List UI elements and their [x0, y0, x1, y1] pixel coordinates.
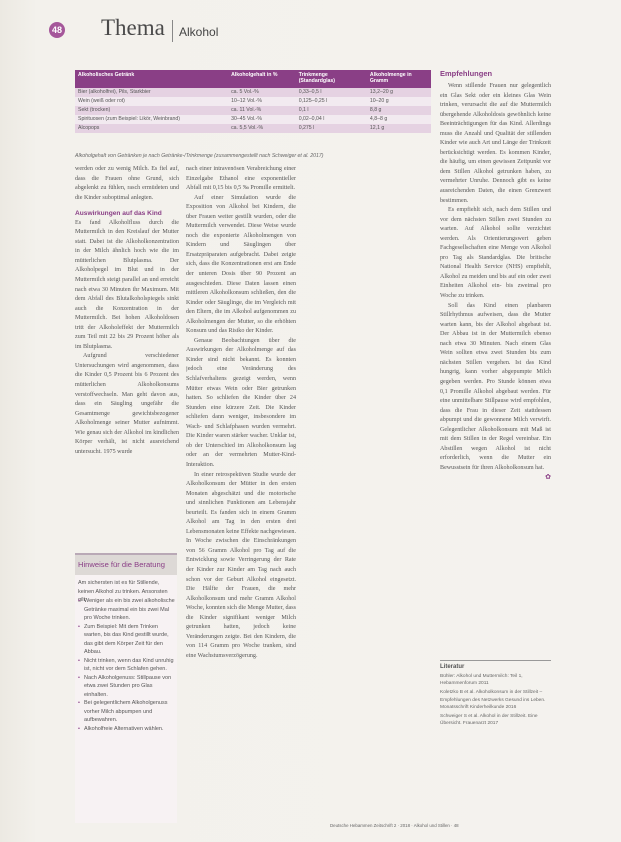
box-title: Hinweise für die Beratung: [78, 560, 165, 569]
article-column-2: [186, 165, 296, 825]
recommendations-heading: Empfehlungen: [440, 69, 493, 78]
table-cell: ca. 5,5 Vol.-%: [228, 124, 296, 133]
list-item: • Nach Alkoholgenuss: Stillpause von etwa zwei Stunden pro Glas einhalten.: [78, 674, 175, 700]
alcohol-content-table: [75, 70, 431, 133]
table-header-cell: Alkoholisches Getränk: [75, 70, 228, 88]
table-cell: 30–45 Vol.-%: [228, 115, 296, 124]
table-header-row: [75, 70, 431, 88]
table-cell: Wein (weiß oder rot): [75, 97, 228, 106]
list-item: • Bei gelegentlichem Alkoholgenuss vorher Milch abpumpen und aufbewahren.: [78, 699, 175, 725]
literature-item: Schweiger S et al. Alkohol in der Stillzeit. Eine Übersicht. Frauenarzt 2017: [440, 714, 538, 727]
consultation-box: [75, 553, 177, 823]
paragraph: Aufgrund verschiedener Untersuchungen wird angenommen, dass die Kinder 0,5 Prozent bis 6 Prozent des mütterlichen Alkoholkonsums verstoffwechseln. Man geht davon aus, dass ein Säugling ungefähr die Gesamtmenge gewichtsbezogener Alkoholmenge seiner Mutter aufnimmt. Wie genau sich der Alkohol im kindlichen Körper verhält, ist nicht ausreichend untersucht. 1975 wurde: [75, 353, 179, 455]
table-cell: 12,1 g: [367, 124, 431, 133]
table-cell: 0,02–0,04 l: [296, 115, 367, 124]
table-cell: 0,33–0,5 l: [296, 88, 367, 97]
table-cell: 4,8–8 g: [367, 115, 431, 124]
list-item: • Alkoholfreie Alternativen wählen.: [78, 725, 175, 734]
table-cell: 0,1 l: [296, 106, 367, 115]
article-column-1: [75, 165, 179, 565]
paragraph: In einer retrospektiven Studie wurde der Alkoholkonsum der Mütter in den ersten Monaten abgeschätzt und die motorische und sinnlichen Funktionen am Lebensjahr beurteilt. Es fanden sich in einem Gramm Alkohol am Tag in den ersten drei Lebensmonaten keine Effekte nachgewiesen. In Woche zwischen die Einschränkungen von 56 Gramm Alkohol pro Tag auf die Entwicklung sowie Verringerung der Rate der Kinder zur Kinder am Tag nach auch schon vor der Geburt Alkohol eingesetzt. Die Hälfte der Frauen, die mehr Alkoholkonsum und mehr Gramm Alkohol Woche, konnten sich die Menge Mutter, dass die Kinder signifikant weniger Milch getrunken hatten, jedoch keine Veränderungen zeigte. Bei den Kindern, die von 114 Gramm pro Woche tranken, sind eine Wachstumsverzögerung.: [186, 471, 296, 659]
paragraph: werden oder zu wenig Milch. Es fiel auf, dass die Frauen ohne Grund, sich abgelenkt zu fühlen, rasch ermüdeten und die Kinder suboptimal anlegten.: [75, 166, 179, 201]
literature-item: Koletzko B et al. Alkoholkonsum in der Stillzeit – Empfehlungen des Netzwerks Gesund ins Leben. Monatsschrift Kinderheilkunde 2016: [440, 690, 546, 710]
table-row: [75, 88, 431, 97]
paragraph: Genaue Beobachtungen über die Auswirkungen der Alkoholmenge auf das Kinder sind nicht bekannt. Es konnten jedoch eine Veränderung des Schlafverhaltens gezeigt werden, wenn Mütter etwas Wein oder Bier getrunken hatten. So schliefen die Kinder über 24 Stunden eine kürzere Zeit. Die Kinder schliefen dann weniger, insbesondere im Wach- und Schlafphasen wurden vermehrt. Die Kinder waren stärker wacher. Unklar ist, ob der Unterschied im Alkoholkonsum lag oder an der vermehrten Mutter-Kind-Interaktion.: [186, 337, 296, 468]
literature-list: [440, 673, 551, 729]
page-number-badge: 48: [49, 22, 65, 38]
table-cell: ca. 5 Vol.-%: [228, 88, 296, 97]
section-title: Thema: [101, 15, 165, 40]
list-item: • Weniger als ein bis zwei alkoholische Getränke maximal ein bis zwei Mal pro Woche trinken.: [78, 597, 175, 623]
table-cell: Spirituosen (zum Beispiel: Likör, Weinbrand): [75, 115, 228, 124]
table-cell: 8,8 g: [367, 106, 431, 115]
table-header-cell: Trinkmenge (Standardglas): [296, 70, 367, 88]
table-cell: Bier (alkoholfrei), Pils, Starkbier: [75, 88, 228, 97]
topic-title: Alkohol: [179, 25, 219, 39]
paragraph: Es fand Alkoholfluss durch die Muttermilch in den Kreislauf der Mutter statt. Dabei ist die Alkoholkonzentration in der Milch ähnlich hoch wie die im mütterlichen Blutplasma. Der Alkoholpegel im Blut und in der Muttermilch steigt parallel an und erreicht nach etwa 30 Minuten ihr Maximum. Mit dem Abfall des Blutalkoholspiegels sinkt auch die Konzentration in der Muttermilch. Bei hohen Alkoholdosen tritt der Alkoholeffekt der Muttermilch zum Teil mit 22 bis 29 Prozent höher als im Blutplasma.: [75, 219, 179, 350]
article-column-3: [440, 82, 551, 642]
table-cell: 0,275 l: [296, 124, 367, 133]
table-row: [75, 97, 431, 106]
table-cell: Alcopops: [75, 124, 228, 133]
paragraph: Wenn stillende Frauen nur gelegentlich ein Glas Sekt oder ein kleines Glas Wein trinken, verursacht die auf die Muttermilch übergehende Alkoholdosis gewöhnlich keine Beeinträchtigungen für das Kind. Allerdings muss die Anzahl und Qualität der stillenden Kinder wie auch Art und Länge der Trinkzeit berücksichtigt werden. Es kommen Kinder, die häufig, um einen gewissen Zeitpunkt vor dem Stillen Alkohol getrunken haben, zu vermehrter Unruhe. Dennoch gibt es keine ausreichenden Daten, die einen Grenzwert bestimmen.: [440, 83, 551, 204]
table-header-cell: Alkoholgehalt in %: [228, 70, 296, 88]
page-footer: Deutsche Hebammen Zeitschrift 2 · 2018 · Alkohol und Stillen · 48: [330, 823, 459, 828]
table-row: [75, 106, 431, 115]
table-cell: 10–12 Vol.-%: [228, 97, 296, 106]
list-item: • Zum Beispiel: Mit dem Trinken warten, bis das Kind gestillt wurde, das gibt dem Körper Zeit für den Abbau.: [78, 623, 175, 657]
list-item: • Nicht trinken, wenn das Kind unruhig ist, nicht vor dem Schlafen gehen.: [78, 657, 175, 674]
table-cell: 10–20 g: [367, 97, 431, 106]
table-cell: 0,125–0,25 l: [296, 97, 367, 106]
paragraph: Soll das Kind einen planbaren Stillrhythmus aufweisen, dass die Mutter warten kann, bis der Alkohol abgebaut ist. Der Abbau ist in der Muttermilch ebenso nach etwa 30 Minuten. Nach einem Glas Wein sollten etwa zwei Stunden bis zum nächsten Stillen vergehen. Ist das Kind hungrig, kann vorher abgepumpte Milch gegeben werden. Pro Stunde können etwa 0,1 Promille Alkohol abgebaut werden. Für eine unmittelbare Stillpause wird empfohlen, dass die Frau in dieser Zeit stattdessen abpumpt und die gewonnene Milch verwirft. Gelegentlicher Alkoholkonsum mit Maß ist mit dem Stillen in der Regel vereinbar. Ein Abstillen wegen Alkohol ist nicht erforderlich, wenn die Mutter ein Bewusstsein für ihren Alkoholkonsum hat.: [440, 302, 551, 471]
box-intro: Am sichersten ist es für Stillende, keinen Alkohol zu trinken. Ansonsten gilt:: [78, 580, 168, 603]
literature-item: Bühler: Alkohol und Muttermilch: Teil 1, Hebammenforum 2011: [440, 674, 523, 687]
header-divider: [172, 20, 173, 42]
table-caption: Alkoholgehalt von Getränken je nach Getränke-/Trinkmenge (zusammengestellt nach Schweiger et al. 2017): [75, 153, 324, 159]
table-cell: 13,2–20 g: [367, 88, 431, 97]
literature-divider: [440, 660, 551, 661]
subheading: Auswirkungen auf das Kind: [75, 210, 162, 218]
table-cell: Sekt (trocken): [75, 106, 228, 115]
literature-heading: Literatur: [440, 664, 465, 670]
paragraph: Es empfiehlt sich, nach dem Stillen und vor dem nächsten Stillen zwei Stunden zu warten. Auf Alkohol sollte verzichtet werden. Als Orientierungswert geben Fachgesellschaften eine Menge von Alkohol pro Tag als Standardglas. Die britische National Health Service (NHS) empfiehlt, Alkohol zu meiden und bis auf ein oder zwei Einheiten Alkohol ein- bis zweimal pro Woche zu trinken.: [440, 207, 551, 300]
table-header-cell: Alkoholmenge in Gramm: [367, 70, 431, 88]
paragraph: Auf einer Simulation wurde die Exposition von Alkohol bei Kindern, die über Frauen weiter gestillt wurden, oder die Muttermilch verwendet. Diese Weise wurde noch die exponierte Alkoholmengen von Kindern und Säuglingen über Ersatzpräparaten aufgebracht. Dabei zeigte sich, dass die Konzentrationen erst am Ende der unteren Dosis über 90 Prozent an ausgeschieden. Diese Daten lassen einen mittleren Alkoholkonsum schließen, den die Kinder oder Säuglinge, die im Vergleich mit den Eltern, die im Alkohol aufgenommen zu Alkoholmengen der Mutter, so die erhöhten Konsum und das Risiko der Kinder.: [186, 194, 296, 335]
paragraph: nach einer intravenösen Verabreichung einer Einzelgabe Ethanol eine exponentieller Abfall mit 0,15 bis 0,5 ‰ Promille ermittelt.: [186, 166, 296, 192]
box-header: [75, 553, 177, 575]
table-row: [75, 124, 431, 133]
advice-list: [78, 597, 175, 733]
table-row: [75, 115, 431, 124]
end-mark-icon: ✿: [545, 473, 551, 482]
table-cell: ca. 11 Vol.-%: [228, 106, 296, 115]
